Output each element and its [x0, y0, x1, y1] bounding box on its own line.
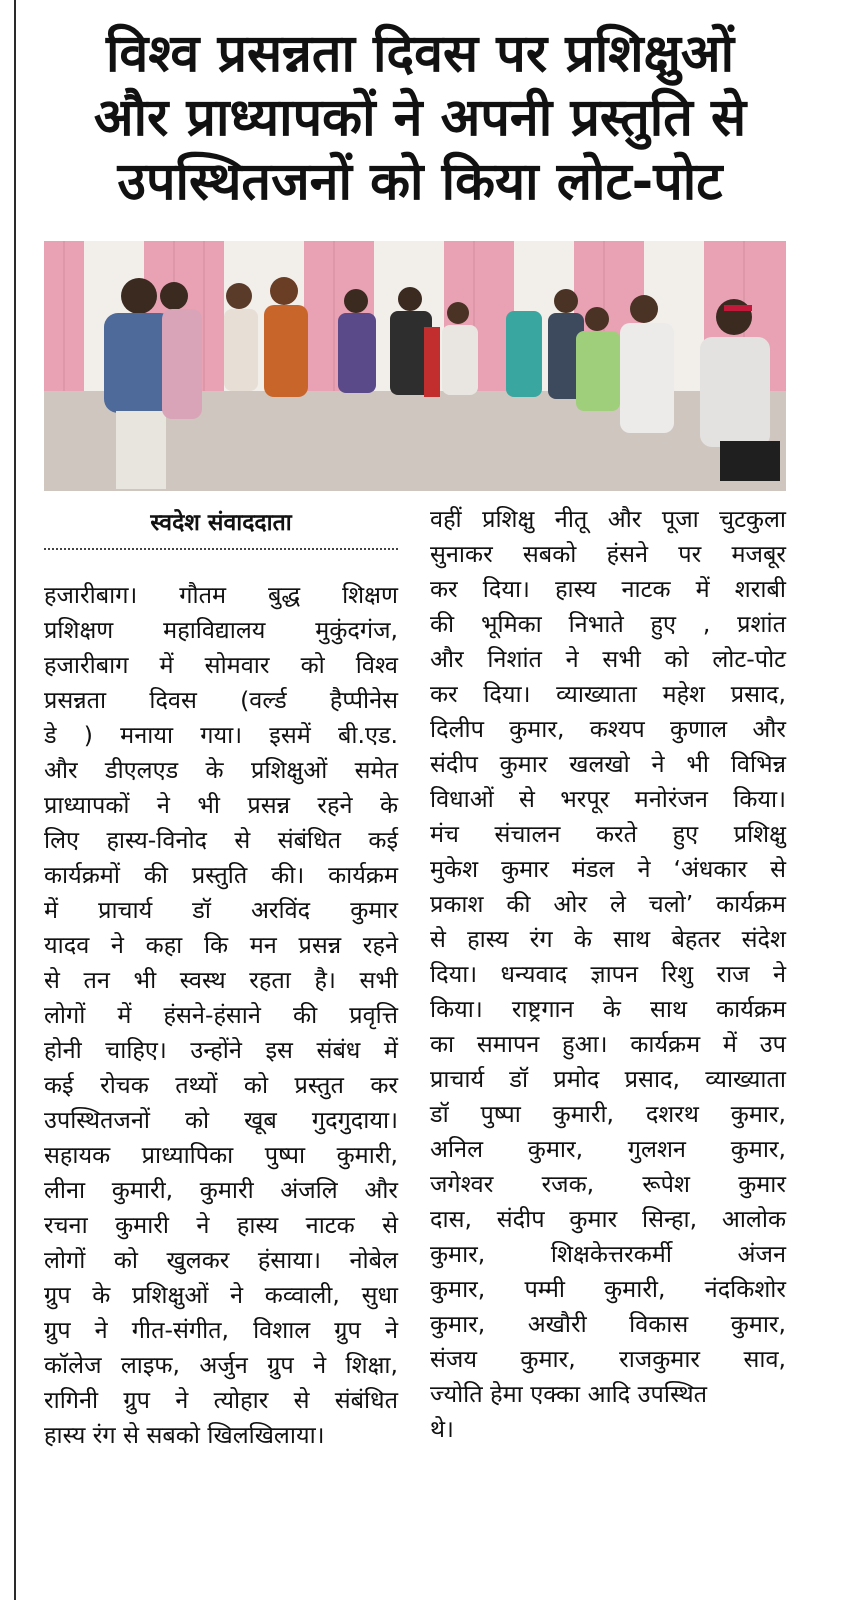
body-line: ज्योति हेमा एक्का आदि उपस्थित: [430, 1380, 708, 1408]
body-line: दिया। धन्यवाद ज्ञापन रिशु राज ने: [430, 960, 786, 988]
body-line: दिलीप कुमार, कश्यप कुणाल और: [430, 715, 786, 743]
body-line: कॉलेज लाइफ, अर्जुन ग्रुप ने शिक्षा,: [44, 1351, 398, 1379]
headline-line-3: उपस्थितजनों को किया लोट-पोट: [117, 152, 723, 212]
body-line: दास, संदीप कुमार सिन्हा, आलोक: [430, 1205, 786, 1233]
headline-line-1: विश्व प्रसन्नता दिवस पर प्रशिक्षुओं: [105, 24, 735, 84]
body-line: हजारीबाग। गौतम बुद्ध शिक्षण: [44, 581, 398, 609]
page-left-border: [14, 0, 16, 1600]
body-line: प्राचार्य डॉ प्रमोद प्रसाद, व्याख्याता: [430, 1065, 786, 1093]
body-line: थे।: [430, 1415, 454, 1443]
article-left-column: [44, 578, 398, 1453]
article-right-column: [430, 502, 786, 1447]
body-line: हजारीबाग में सोमवार को विश्व: [44, 651, 398, 679]
body-line: में प्राचार्य डॉ अरविंद कुमार: [44, 896, 398, 924]
body-line: हास्य रंग से सबको खिलखिलाया।: [44, 1421, 325, 1449]
body-line: संजय कुमार, राजकुमार साव,: [430, 1345, 786, 1373]
body-line: वहीं प्रशिक्षु नीतू और पूजा चुटकुला: [430, 505, 786, 533]
body-line: होनी चाहिए। उन्होंने इस संबंध में: [44, 1036, 398, 1064]
body-line: प्रशिक्षण महाविद्यालय मुकुंदगंज,: [44, 616, 398, 644]
body-line: मंच संचालन करते हुए प्रशिक्षु: [430, 820, 786, 848]
body-line: से हास्य रंग के साथ बेहतर संदेश: [430, 925, 786, 953]
body-line: कुमार, पम्मी कुमारी, नंदकिशोर: [430, 1275, 786, 1303]
body-line: का समापन हुआ। कार्यक्रम में उप: [430, 1030, 786, 1058]
byline-divider: [44, 548, 398, 550]
body-line: सुनाकर सबको हंसने पर मजबूर: [430, 540, 786, 568]
body-line: यादव ने कहा कि मन प्रसन्न रहने: [44, 931, 398, 959]
body-line: अनिल कुमार, गुलशन कुमार,: [430, 1135, 786, 1163]
headline-line-2: और प्राध्यापकों ने अपनी प्रस्तुति से: [93, 88, 747, 148]
body-line: संदीप कुमार खलखो ने भी विभिन्न: [430, 750, 786, 778]
body-line: की भूमिका निभाते हुए , प्रशांत: [430, 610, 786, 638]
body-line: से तन भी स्वस्थ रहता है। सभी: [44, 966, 398, 994]
body-line: सहायक प्राध्यापिका पुष्पा कुमारी,: [44, 1141, 398, 1169]
body-line: डॉ पुष्पा कुमारी, दशरथ कुमार,: [430, 1100, 786, 1128]
body-line: कुमार, अखौरी विकास कुमार,: [430, 1310, 786, 1338]
body-line: लीना कुमारी, कुमारी अंजलि और: [44, 1176, 398, 1204]
body-line: जगेश्वर रजक, रूपेश कुमार: [430, 1170, 786, 1198]
body-line: कर दिया। व्याख्याता महेश प्रसाद,: [430, 680, 786, 708]
body-line: और निशांत ने सभी को लोट-पोट: [430, 645, 786, 673]
body-line: कार्यक्रमों की प्रस्तुति की। कार्यक्रम: [44, 861, 398, 889]
byline: स्वदेश संवाददाता: [150, 510, 292, 536]
body-line: प्रसन्नता दिवस (वर्ल्ड हैप्पीनेस: [44, 686, 398, 714]
body-line: ग्रुप के प्रशिक्षुओं ने कव्वाली, सुधा: [44, 1281, 398, 1309]
body-line: लोगों को खुलकर हंसाया। नोबेल: [44, 1246, 398, 1274]
body-line: कुमार, शिक्षकेत्तरकर्मी अंजन: [430, 1240, 786, 1268]
body-line: विधाओं से भरपूर मनोरंजन किया।: [430, 785, 786, 813]
body-line: लिए हास्य-विनोद से संबंधित कई: [44, 826, 398, 854]
body-line: लोगों में हंसने-हंसाने की प्रवृत्ति: [44, 1001, 398, 1029]
body-line: किया। राष्ट्रगान के साथ कार्यक्रम: [430, 995, 786, 1023]
body-line: ग्रुप ने गीत-संगीत, विशाल ग्रुप ने: [44, 1316, 398, 1344]
body-line: कई रोचक तथ्यों को प्रस्तुत कर: [44, 1071, 398, 1099]
body-line: उपस्थितजनों को खूब गुदगुदाया।: [44, 1106, 398, 1134]
body-line: और डीएलएड के प्रशिक्षुओं समेत: [44, 756, 398, 784]
event-photo: [44, 241, 786, 491]
body-line: डे ) मनाया गया। इसमें बी.एड.: [44, 721, 398, 749]
body-line: रचना कुमारी ने हास्य नाटक से: [44, 1211, 398, 1239]
body-line: रागिनी ग्रुप ने त्योहार से संबंधित: [44, 1386, 398, 1414]
body-line: प्राध्यापकों ने भी प्रसन्न रहने के: [44, 791, 398, 819]
headline: [40, 22, 800, 214]
body-line: प्रकाश की ओर ले चलो’ कार्यक्रम: [430, 890, 786, 918]
body-line: मुकेश कुमार मंडल ने ‘अंधकार से: [430, 855, 786, 883]
body-line: कर दिया। हास्य नाटक में शराबी: [430, 575, 786, 603]
